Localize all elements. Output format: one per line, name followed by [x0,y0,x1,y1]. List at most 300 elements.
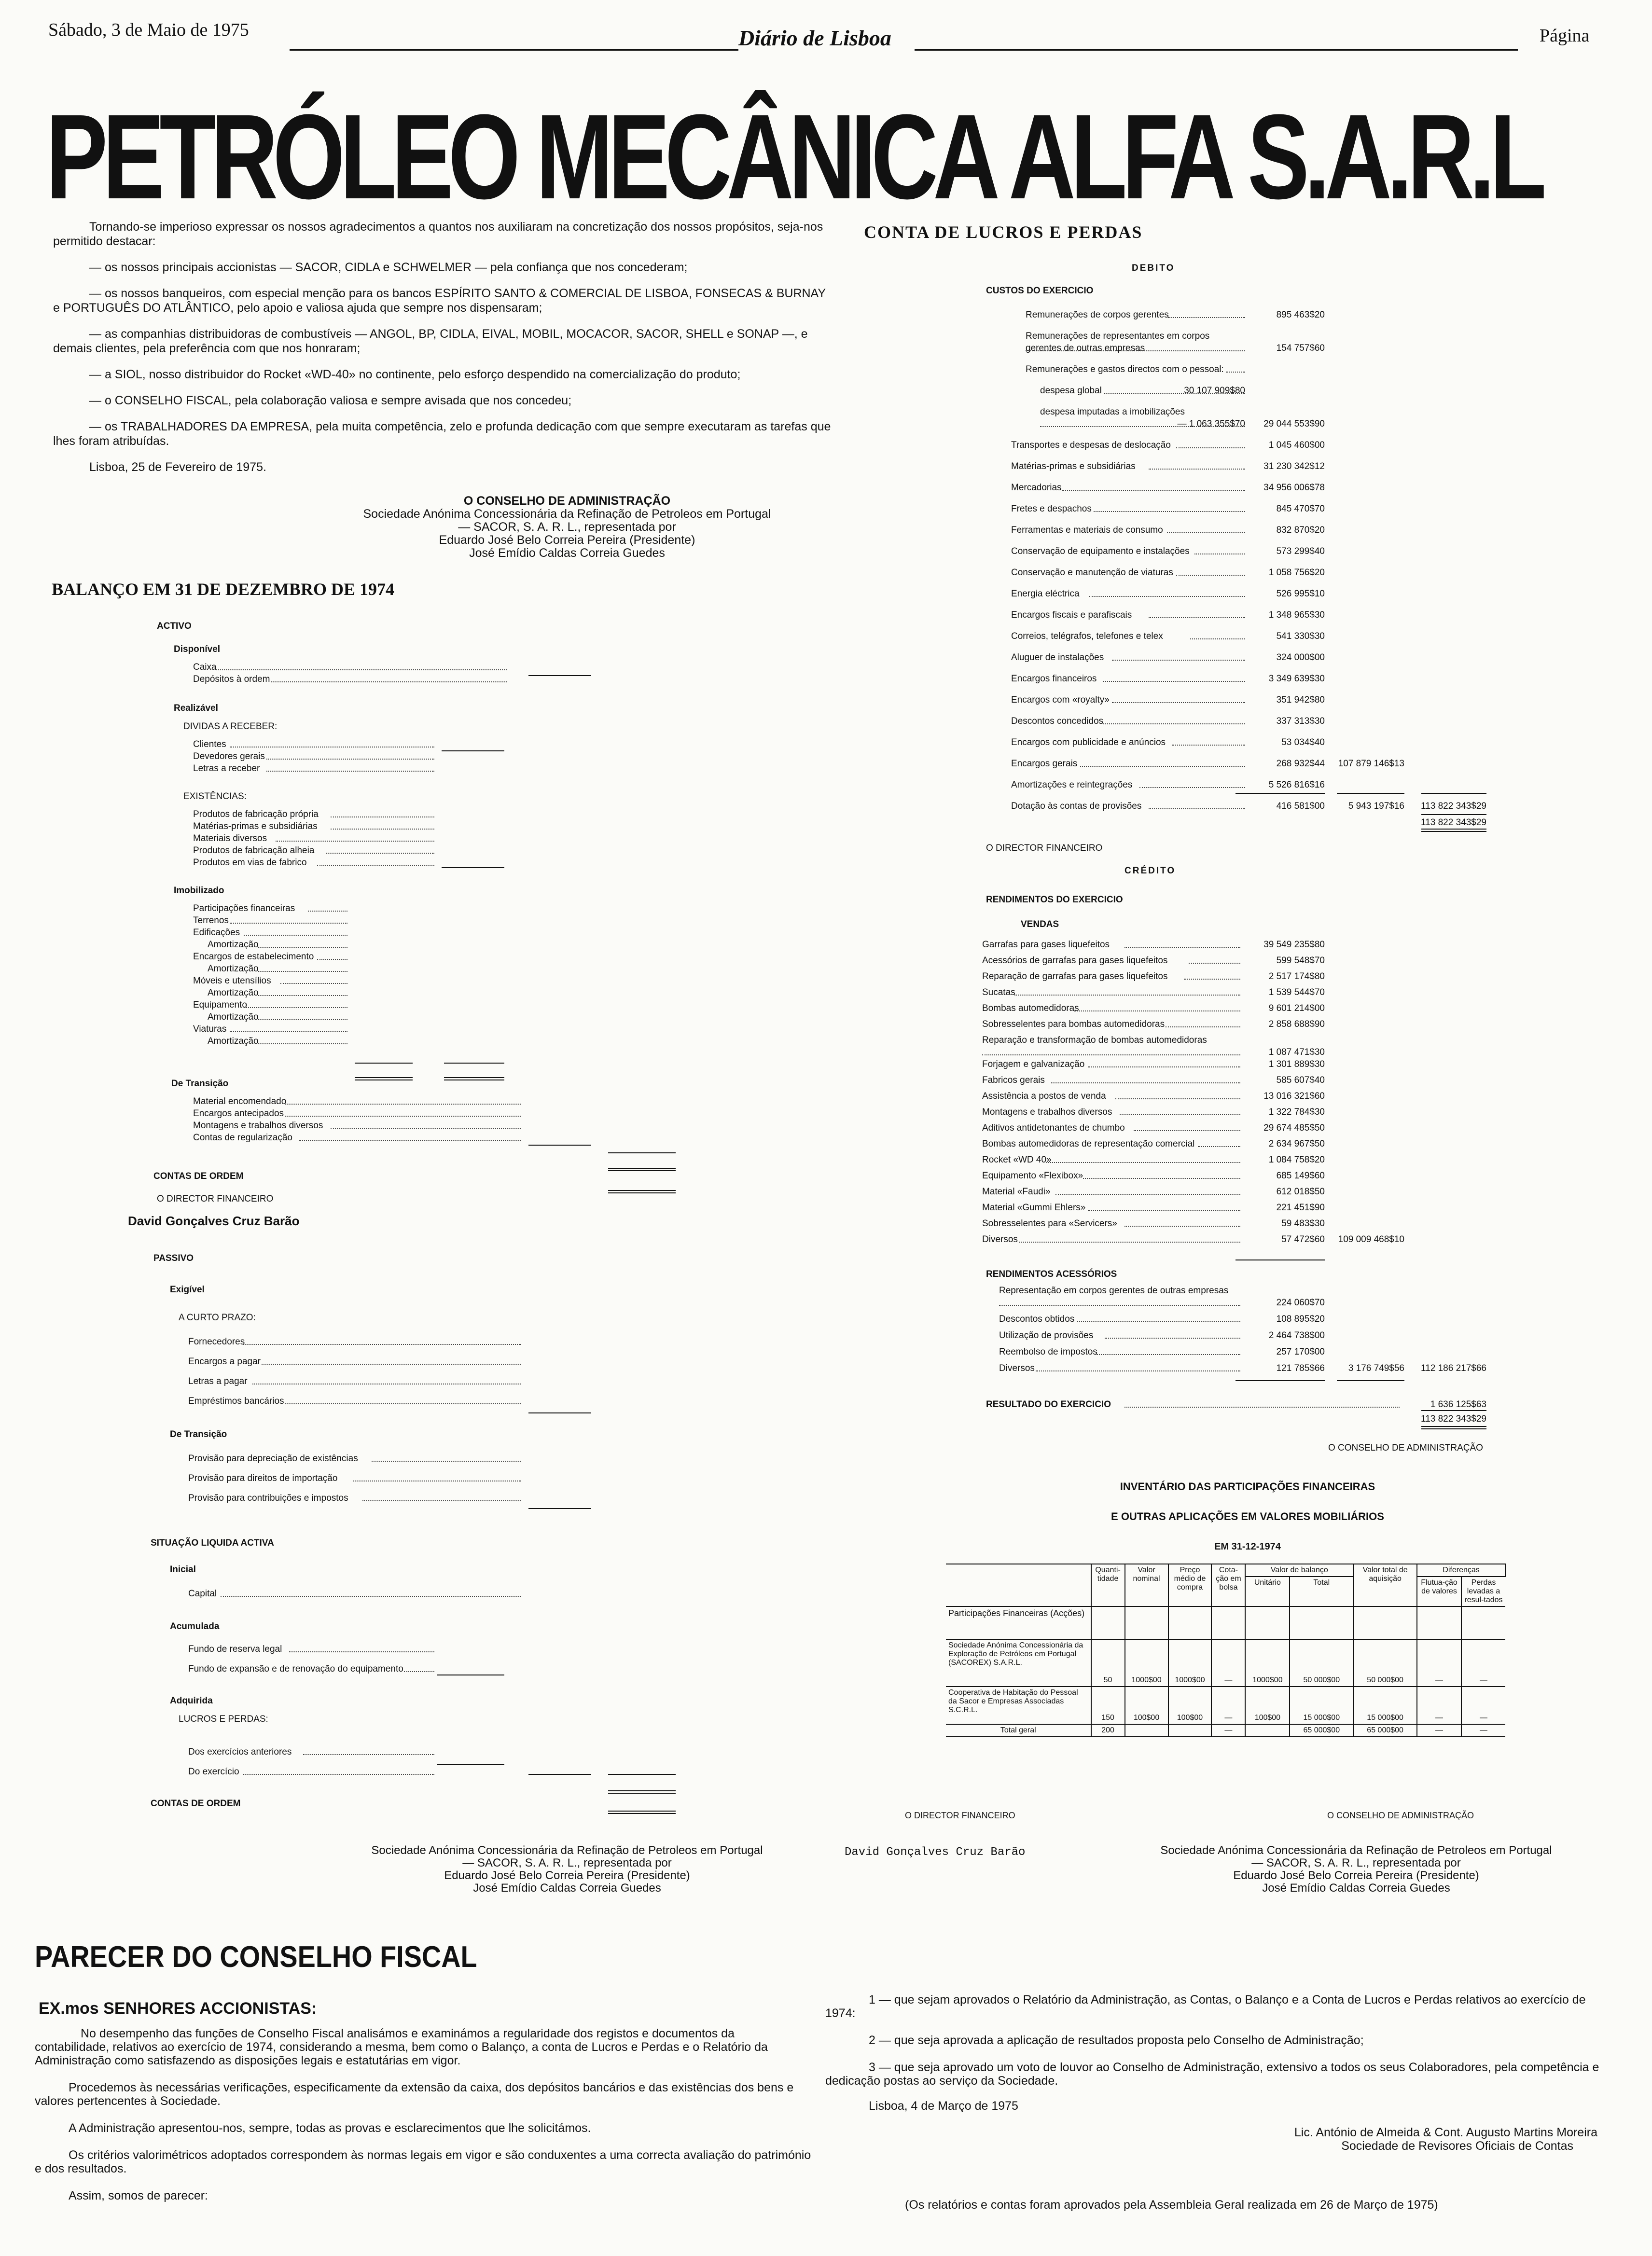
leader-dots [1088,1210,1241,1211]
leader-dots [1120,1114,1240,1115]
statement-line: Caixa [193,662,217,672]
pl-conselho-label: O CONSELHO DE ADMINISTRAÇÃO [1328,1443,1483,1453]
sum-rule [1421,793,1486,794]
amount-c: 112 186 217$66 [1421,1363,1486,1373]
statement-line: Bombas automedidoras [982,1003,1079,1013]
total-perdas: — [1461,1724,1505,1737]
leader-dots [1080,766,1246,767]
total-cotacao: — [1211,1724,1245,1737]
amount-x: 30 107 909$80 [1184,386,1245,396]
amount-a: 573 299$40 [1276,546,1325,556]
leader-dots [1139,787,1245,788]
sum-rule [1337,1380,1404,1381]
director-label: O DIRECTOR FINANCEIRO [157,1194,274,1204]
signature-line: Sociedade Anónima Concessionária da Refinação de Petroleos em Portugal [363,507,771,521]
statement-line: Material encomendado [193,1096,287,1107]
intro-opening: Tornando-se imperioso expressar os nossos agradecimentos a quantos nos auxiliaram na concretização dos nossos propósitos, seja-nos permitido destacar: [53,220,823,248]
amount-a: 59 483$30 [1281,1218,1325,1229]
statement-line: Reparação de garrafas para gases liquefeitos [982,971,1168,982]
leader-dots [1089,596,1246,597]
amount-a: 29 674 485$50 [1263,1123,1325,1133]
debito-label: DEBITO [1132,263,1175,273]
parecer-body [35,2027,812,2202]
statement-line: Diversos [999,1363,1035,1373]
amount-a: 2 634 967$50 [1268,1139,1325,1149]
statement-line: despesa imputadas a imobilizações [1040,407,1185,417]
statement-line: Amortização [208,1012,259,1022]
table-total-row [946,1724,1505,1737]
signature-line: Eduardo José Belo Correia Pereira (Presidente) [1233,1869,1479,1882]
acessorios-label: RENDIMENTOS ACESSÓRIOS [986,1269,1117,1279]
statement-line: Garrafas para gases liquefeitos [982,940,1110,950]
statement-line: Matérias-primas e subsidiárias [1011,461,1136,471]
amount-c: 1 636 125$63 [1430,1399,1486,1410]
statement-line: Encargos gerais [1011,759,1078,769]
amount-a: 599 548$70 [1276,955,1325,966]
inventory-title-line: E OUTRAS APLICAÇÕES EM VALORES MOBILIÁRIOS [1111,1510,1384,1522]
leader-dots [982,1054,1240,1055]
statement-line: Fabricos gerais [982,1075,1045,1085]
amount-a: 1 301 889$30 [1268,1059,1325,1069]
signature-line: — SACOR, S. A. R. L., representada por [462,1856,672,1869]
leader-dots [1226,372,1245,373]
statement-line: Capital [188,1589,217,1599]
sum-rule [1421,814,1486,815]
statement-line: Sucatas [982,987,1015,997]
statement-line: Fundo de expansão e de renovação do equipamento [188,1664,403,1674]
cell-cotacao: — [1211,1687,1245,1724]
col-aquisicao: Valor total de aquisição [1353,1564,1417,1606]
statement-line: Viaturas [193,1024,227,1034]
leader-dots [1103,723,1245,724]
total-qty: 200 [1091,1724,1125,1737]
statement-line: Produtos de fabricação alheia [193,845,315,856]
statement-line: Edificações [193,927,240,938]
director-name: David Gonçalves Cruz Barão [128,1214,300,1228]
amount-a: 221 451$90 [1276,1203,1325,1213]
cell-qty: 150 [1091,1687,1125,1724]
leader-dots [1112,702,1245,703]
statement-line: Rocket «WD 40» [982,1155,1052,1165]
cell-preco: 100$00 [1168,1687,1212,1724]
leader-dots [1149,617,1245,618]
parecer-paragraph: Procedemos às necessárias verificações, especificamente da extensão da caixa, dos depósitos bancários e das existências dos bens e valores pertencentes à Sociedade. [35,2081,794,2108]
statement-line: Encargos de estabelecimento [193,952,314,962]
leader-dots [1190,638,1246,639]
statement-line: Participações financeiras [193,903,295,913]
acumulada-label: Acumulada [170,1621,220,1632]
col-quantidade: Quanti-tidade [1091,1564,1125,1606]
amount-a: 324 000$00 [1276,652,1325,663]
col-diferencas: Diferenças [1417,1564,1505,1577]
signature-line: — SACOR, S. A. R. L., representada por [1251,1856,1461,1869]
amount-b: 5 943 197$16 [1348,801,1404,811]
statement-line: Acessórios de garrafas para gases liquefeitos [982,955,1168,966]
leader-dots [1124,947,1241,948]
cell-total: 50 000$00 [1290,1639,1353,1687]
statement-line: Amortização [208,988,259,998]
statement-line: Reparação e transformação de bombas automedidoras [982,1035,1207,1045]
amount-a: 9 601 214$00 [1268,1003,1325,1013]
parecer-paragraph: Assim, somos de parecer: [69,2189,208,2202]
inventory-table [946,1564,1506,1737]
statement-line: Assistência a postos de venda [982,1091,1106,1101]
amount-a: 108 895$20 [1276,1314,1325,1324]
statement-line: Material «Gummi Ehlers» [982,1203,1086,1213]
custos-label: CUSTOS DO EXERCICIO [986,286,1094,296]
parecer-title: PARECER DO CONSELHO FISCAL [35,1940,477,1974]
amount-a: 121 785$66 [1276,1363,1325,1373]
intro-item: — os nossos principais accionistas — SACOR, CIDLA e SCHWELMER — pela confiança que nos concederam; [89,261,688,274]
statement-line: Mercadorias [1011,483,1062,493]
table-row [946,1687,1505,1724]
leader-dots [1096,1354,1241,1355]
signature-line: Eduardo José Belo Correia Pereira (Presidente) [444,1869,690,1882]
cell-qty: 50 [1091,1639,1125,1687]
amount-a: 34 956 006$78 [1263,483,1325,493]
debito-total: 113 822 343$29 [1421,817,1486,828]
statement-line: Conservação e manutenção de viaturas [1011,567,1173,578]
parecer-paragraph: No desempenho das funções de Conselho Fiscal analisámos e examinámos a regularidade dos registos e documentos da contabilidade, relativos ao exercício de 1974, considerando a mesma, bem como o Balanço, a conta de Lucros e Perdas e o Relatório da Administração como satisfazendo as disposições legais e estatutárias em vigor. [35,2027,768,2067]
signature-director: David Gonçalves Cruz Barão [845,1846,1026,1859]
col-balanco: Valor de balanço [1245,1564,1353,1577]
leader-dots [1134,1130,1241,1131]
leader-dots [1036,1370,1240,1371]
leader-dots [1112,660,1245,661]
amount-a: 585 607$40 [1276,1075,1325,1085]
amount-a: 224 060$70 [1276,1298,1325,1308]
lucros-label: LUCROS E PERDAS: [179,1714,268,1724]
table-row [946,1606,1505,1639]
statement-line: Do exercício [188,1767,239,1777]
parecer-salutation: EX.mos SENHORES ACCIONISTAS: [39,1999,317,2018]
statement-line: Encargos com «royalty» [1011,695,1110,705]
leader-dots [1167,532,1245,533]
total-label: Total geral [946,1724,1091,1737]
leader-dots [1176,447,1245,448]
pl-title: CONTA DE LUCROS E PERDAS [864,222,1143,242]
statement-line: Empréstimos bancários [188,1396,284,1406]
signature-line: Sociedade Anónima Concessionária da Refinação de Petroleos em Portugal [1160,1844,1552,1857]
signers-firm: Sociedade de Revisores Oficiais de Contas [1341,2139,1573,2153]
statement-line: Conservação de equipamento e instalações [1011,546,1190,556]
statement-line: Encargos financeiros [1011,674,1097,684]
inventory-conselho-label: O CONSELHO DE ADMINISTRAÇÃO [1327,1811,1474,1820]
cell-aquisicao: 15 000$00 [1353,1687,1417,1724]
inventory-director-label: O DIRECTOR FINANCEIRO [905,1811,1015,1820]
parecer-points [825,1993,1602,2113]
signature-line: José Emídio Caldas Correia Guedes [1262,1882,1450,1895]
cell-flutuacao: — [1417,1687,1461,1724]
resultado-label: RESULTADO DO EXERCICIO [986,1399,1111,1410]
amount-a: 154 757$60 [1276,343,1325,353]
amount-a: 845 470$70 [1276,504,1325,514]
imobilizado-label: Imobilizado [174,886,224,896]
statement-line: Dos exercícios anteriores [188,1747,292,1757]
situacao-label: SITUAÇÃO LIQUIDA ACTIVA [151,1538,274,1548]
cell-cotacao: — [1211,1639,1245,1687]
signature-right [1100,1844,1612,1895]
cell-total: 15 000$00 [1290,1687,1353,1724]
amount-a: 685 149$60 [1276,1171,1325,1181]
transicao-label: De Transição [171,1079,229,1089]
leader-dots [1168,317,1246,318]
signature-line: José Emídio Caldas Correia Guedes [469,546,665,560]
parecer-point: 2 — que seja aprovada a aplicação de resultados proposta pelo Conselho de Administração; [869,2034,1364,2047]
amount-a: 2 464 738$00 [1268,1330,1325,1341]
cell-aquisicao: 50 000$00 [1353,1639,1417,1687]
sum-rule [1236,793,1325,794]
inventory-title-line: EM 31-12-1974 [1214,1541,1281,1552]
table-row [946,1639,1505,1687]
amount-a: 53 034$40 [1281,737,1325,747]
statement-line: Letras a pagar [188,1376,248,1386]
signature-left [309,1844,825,1895]
leader-dots [1074,1010,1240,1011]
amount-a: 2 858 688$90 [1268,1019,1325,1029]
disponivel-label: Disponível [174,644,221,654]
statement-line: Depósitos à ordem [193,674,270,684]
exigivel-label: Exigível [170,1285,205,1295]
amount-a: 895 463$20 [1276,310,1325,320]
leader-dots [1189,963,1241,964]
statement-line: despesa global [1040,386,1102,396]
sum-rule [1421,829,1486,832]
statement-line: Clientes [193,739,226,749]
intro-place-date: Lisboa, 25 de Fevereiro de 1975. [89,460,266,474]
leader-dots [1077,1321,1241,1322]
statement-line: Amortização [208,964,259,974]
leader-dots [1124,1407,1400,1408]
inventory-title [946,1472,1549,1562]
parecer-paragraph: A Administração apresentou-nos, sempre, todas as provas e esclarecimentos que lhe solicitámos. [69,2121,591,2135]
adquirida-label: Adquirida [170,1696,213,1706]
col-perdas: Perdas levadas a resul-tados [1461,1577,1505,1606]
leader-dots [1149,469,1245,470]
parecer-point: 3 — que seja aprovado um voto de louvor ao Conselho de Administração, extensivo a todos os seus Colaboradores, pela competência e dedicação postas ao serviço da Sociedade. [825,2061,1599,2088]
balance-title: BALANÇO EM 31 DE DEZEMBRO DE 1974 [52,580,395,599]
statement-line: Amortizações e reintegrações [1011,780,1133,790]
statement-line: Contas de regularização [193,1133,292,1143]
amount-a: 31 230 342$12 [1263,461,1325,471]
passivo-label: PASSIVO [153,1253,194,1263]
leader-dots [1184,979,1240,980]
statement-line: Forjagem e galvanização [982,1059,1085,1069]
statement-line: Encargos com publicidade e anúncios [1011,737,1166,747]
amount-a: 1 348 965$30 [1268,610,1325,620]
sum-rule [1337,793,1404,794]
cell-nominal: 100$00 [1125,1687,1168,1724]
leader-dots [1198,1146,1241,1147]
leader-dots [1019,1242,1240,1243]
leader-dots [1026,350,1245,351]
statement-line: Provisão para contribuições e impostos [188,1493,348,1503]
col-unitario: Unitário [1245,1577,1290,1606]
realizavel-label: Realizável [174,703,218,713]
statement-line: Aluguer de instalações [1011,652,1104,663]
sum-rule [1236,1380,1325,1381]
leader-dots [1105,1338,1241,1339]
transicao-label: De Transição [170,1429,227,1439]
statement-line: Matérias-primas e subsidiárias [193,821,318,831]
approval-note: (Os relatórios e contas foram aprovados pela Assembleia Geral realizada em 26 de Março de 1975) [905,2198,1438,2212]
curto-prazo-label: A CURTO PRAZO: [179,1313,256,1323]
amount-a: 1 322 784$30 [1268,1107,1325,1117]
leader-dots [1149,808,1245,809]
cell-nominal: 1000$00 [1125,1639,1168,1687]
amount-a: 29 044 553$90 [1263,419,1325,429]
statement-line: Fundo de reserva legal [188,1644,282,1654]
sum-rule [1421,1410,1486,1411]
leader-dots [1014,995,1241,996]
statement-line: Sobresselentes para «Servicers» [982,1218,1117,1229]
leader-dots [1103,681,1245,682]
statement-line: Bombas automedidoras de representação comercial [982,1139,1195,1149]
table-header-row [946,1564,1505,1577]
intro-item: — as companhias distribuidoras de combustíveis — ANGOL, BP, CIDLA, EIVAL, MOBIL, MOCACOR, SACOR, SHELL e SONAP —, e demais clientes, pela preferência com que nos honraram; [53,327,808,355]
statement-line: Reembolso de impostos [999,1347,1097,1357]
statement-line: Montagens e trabalhos diversos [193,1121,323,1131]
amount-a: 2 517 174$80 [1268,971,1325,982]
company-headline: PETRÓLEO MECÂNICA ALFA S.A.R.L [46,89,1541,224]
signature-line: — SACOR, S. A. R. L., representada por [458,520,676,534]
statement-line: Energia eléctrica [1011,589,1080,599]
statement-line: Remunerações de corpos gerentes [1026,310,1169,320]
amount-a: 1 539 544$70 [1268,987,1325,997]
parecer-point: 1 — que sejam aprovados o Relatório da Administração, as Contas, o Balanço e a Conta de Lucros e Perdas relativos ao exercício de 1974: [825,1993,1586,2020]
statement-line: Encargos a pagar [188,1356,261,1367]
amount-a: 416 581$00 [1276,801,1325,811]
statement-line: Terrenos [193,915,229,926]
amount-a: 832 870$20 [1276,525,1325,535]
statement-line: Remunerações de representantes em corpos gerentes de outras empresas [1026,331,1210,353]
col-nominal: Valor nominal [1125,1564,1168,1606]
statement-line: Produtos de fabricação própria [193,809,319,819]
statement-line: Fornecedores [188,1337,245,1347]
statement-line: Encargos antecipados [193,1108,284,1119]
statement-line: Descontos concedidos [1011,716,1104,726]
intro-item: — o CONSELHO FISCAL, pela colaboração valiosa e sempre avisada que nos concedeu; [89,394,572,407]
leader-dots [1088,1066,1241,1067]
parecer-place-date: Lisboa, 4 de Março de 1975 [869,2099,1018,2113]
statement-line: Correios, telégrafos, telefones e telex [1011,631,1163,641]
cell-flutuacao: — [1417,1639,1461,1687]
signature-line: O CONSELHO DE ADMINISTRAÇÃO [463,494,671,508]
intro-item: — os nossos banqueiros, com especial menção para os bancos ESPÍRITO SANTO & COMERCIAL DE LISBOA, FONSECAS & BURNAY e PORTUGUÊS DO ATLÂNTICO, pelo apoio e valiosa ajuda que sempre nos dispensaram; [53,287,826,315]
statement-line: Sobresselentes para bombas automedidoras [982,1019,1165,1029]
inicial-label: Inicial [170,1564,196,1575]
intro-item: — a SIOL, nosso distribuidor do Rocket «WD-40» no continente, pelo esforço despendido na comercialização do produto; [89,368,741,381]
amount-b: 3 176 749$56 [1348,1363,1404,1373]
signature-line: Eduardo José Belo Correia Pereira (Presidente) [439,533,695,547]
leader-dots [1172,745,1246,746]
amount-b: 109 009 468$10 [1338,1234,1404,1245]
dividas-label: DIVIDAS A RECEBER: [183,721,278,732]
statement-line: Amortização [208,940,259,950]
amount-a: 1 087 471$30 [1268,1047,1325,1057]
statement-line: Material «Faudi» [982,1187,1051,1197]
leader-dots [1055,1194,1240,1195]
statement-line: Ferramentas e materiais de consumo [1011,525,1163,535]
contas-ordem-label: CONTAS DE ORDEM [151,1799,241,1809]
page-label: Página [1540,26,1590,46]
statement-line: Equipamento [193,1000,247,1010]
statement-line: Materiais diversos [193,833,267,844]
statement-line: Remunerações e gastos directos com o pessoal: [1026,364,1224,374]
col-total: Total [1290,1577,1353,1606]
intro-item: — os TRABALHADORES DA EMPRESA, pela muita competência, zelo e profunda dedicação com que sempre executaram as tarefas que lhes foram atribuídas. [53,420,831,448]
activo-label: ACTIVO [157,621,192,631]
leader-dots [1176,575,1245,576]
cell-perdas: — [1461,1639,1505,1687]
leader-dots [1124,1226,1241,1227]
statement-line: Provisão para direitos de importação [188,1473,338,1483]
credito-label: CRÉDITO [1124,866,1176,876]
inventory-title-line: INVENTÁRIO DAS PARTICIPAÇÕES FINANCEIRAS [1120,1481,1375,1493]
signers-names: Lic. António de Almeida & Cont. Augusto Martins Moreira [1294,2126,1597,2139]
cell-preco: 1000$00 [1168,1639,1212,1687]
cell-perdas: — [1461,1687,1505,1724]
leader-dots [999,1305,1240,1306]
cell-unitario: 100$00 [1245,1687,1290,1724]
group-label: Participações Financeiras (Acções) [946,1606,1091,1639]
rendimentos-label: RENDIMENTOS DO EXERCICIO [986,895,1123,905]
statement-line: Fretes e despachos [1011,504,1092,514]
total-total: 65 000$00 [1290,1724,1353,1737]
statement-line: Provisão para depreciação de existências [188,1453,358,1464]
signature-line: Sociedade Anónima Concessionária da Refinação de Petroleos em Portugal [371,1844,763,1857]
statement-line: Encargos fiscais e parafiscais [1011,610,1132,620]
amount-a: 3 349 639$30 [1268,674,1325,684]
amount-a: 39 549 235$80 [1263,940,1325,950]
amount-a: 541 330$30 [1276,631,1325,641]
col-cotacao: Cota-ção em bolsa [1211,1564,1245,1606]
amount-a: 257 170$00 [1276,1347,1325,1357]
vendas-label: VENDAS [1021,919,1059,929]
existencias-label: EXISTÊNCIAS: [183,791,247,802]
statement-line: Letras a receber [193,763,260,774]
total-aquisicao: 65 000$00 [1353,1724,1417,1737]
sum-rule [1236,1259,1325,1260]
amount-c: 113 822 343$29 [1421,801,1486,811]
amount-a: 337 313$30 [1276,716,1325,726]
col-preco: Preço médio de compra [1168,1564,1212,1606]
statement-line: Equipamento «Flexibox» [982,1171,1083,1181]
leader-dots [1094,511,1245,512]
leader-dots [1166,1026,1240,1027]
leader-dots [1046,1162,1240,1163]
leader-dots [1051,1082,1241,1083]
statement-line: Dotação às contas de provisões [1011,801,1142,811]
leader-dots [1115,1098,1241,1099]
cell-unitario: 1000$00 [1245,1639,1290,1687]
amount-x: — 1 063 355$70 [1177,419,1245,429]
amount-a: 57 472$60 [1281,1234,1325,1245]
amount-a: 268 932$44 [1276,759,1325,769]
issue-date: Sábado, 3 de Maio de 1975 [48,20,249,40]
amount-a: 5 526 816$16 [1268,780,1325,790]
signature-line: José Emídio Caldas Correia Guedes [473,1882,661,1895]
col-flutuacao: Flutua-ção de valores [1417,1577,1461,1606]
statement-line: Diversos [982,1234,1018,1245]
amount-a: 1 084 758$20 [1268,1155,1325,1165]
amount-a: 1 045 460$00 [1268,440,1325,450]
cell-name: Cooperativa de Habitação do Pessoal da Sacor e Empresas Associadas S.C.R.L. [946,1687,1091,1724]
amount-b: 107 879 146$13 [1338,759,1404,769]
statement-line: Montagens e trabalhos diversos [982,1107,1112,1117]
sum-rule [1421,1426,1486,1429]
statement-line: Aditivos antidetonantes de chumbo [982,1123,1125,1133]
